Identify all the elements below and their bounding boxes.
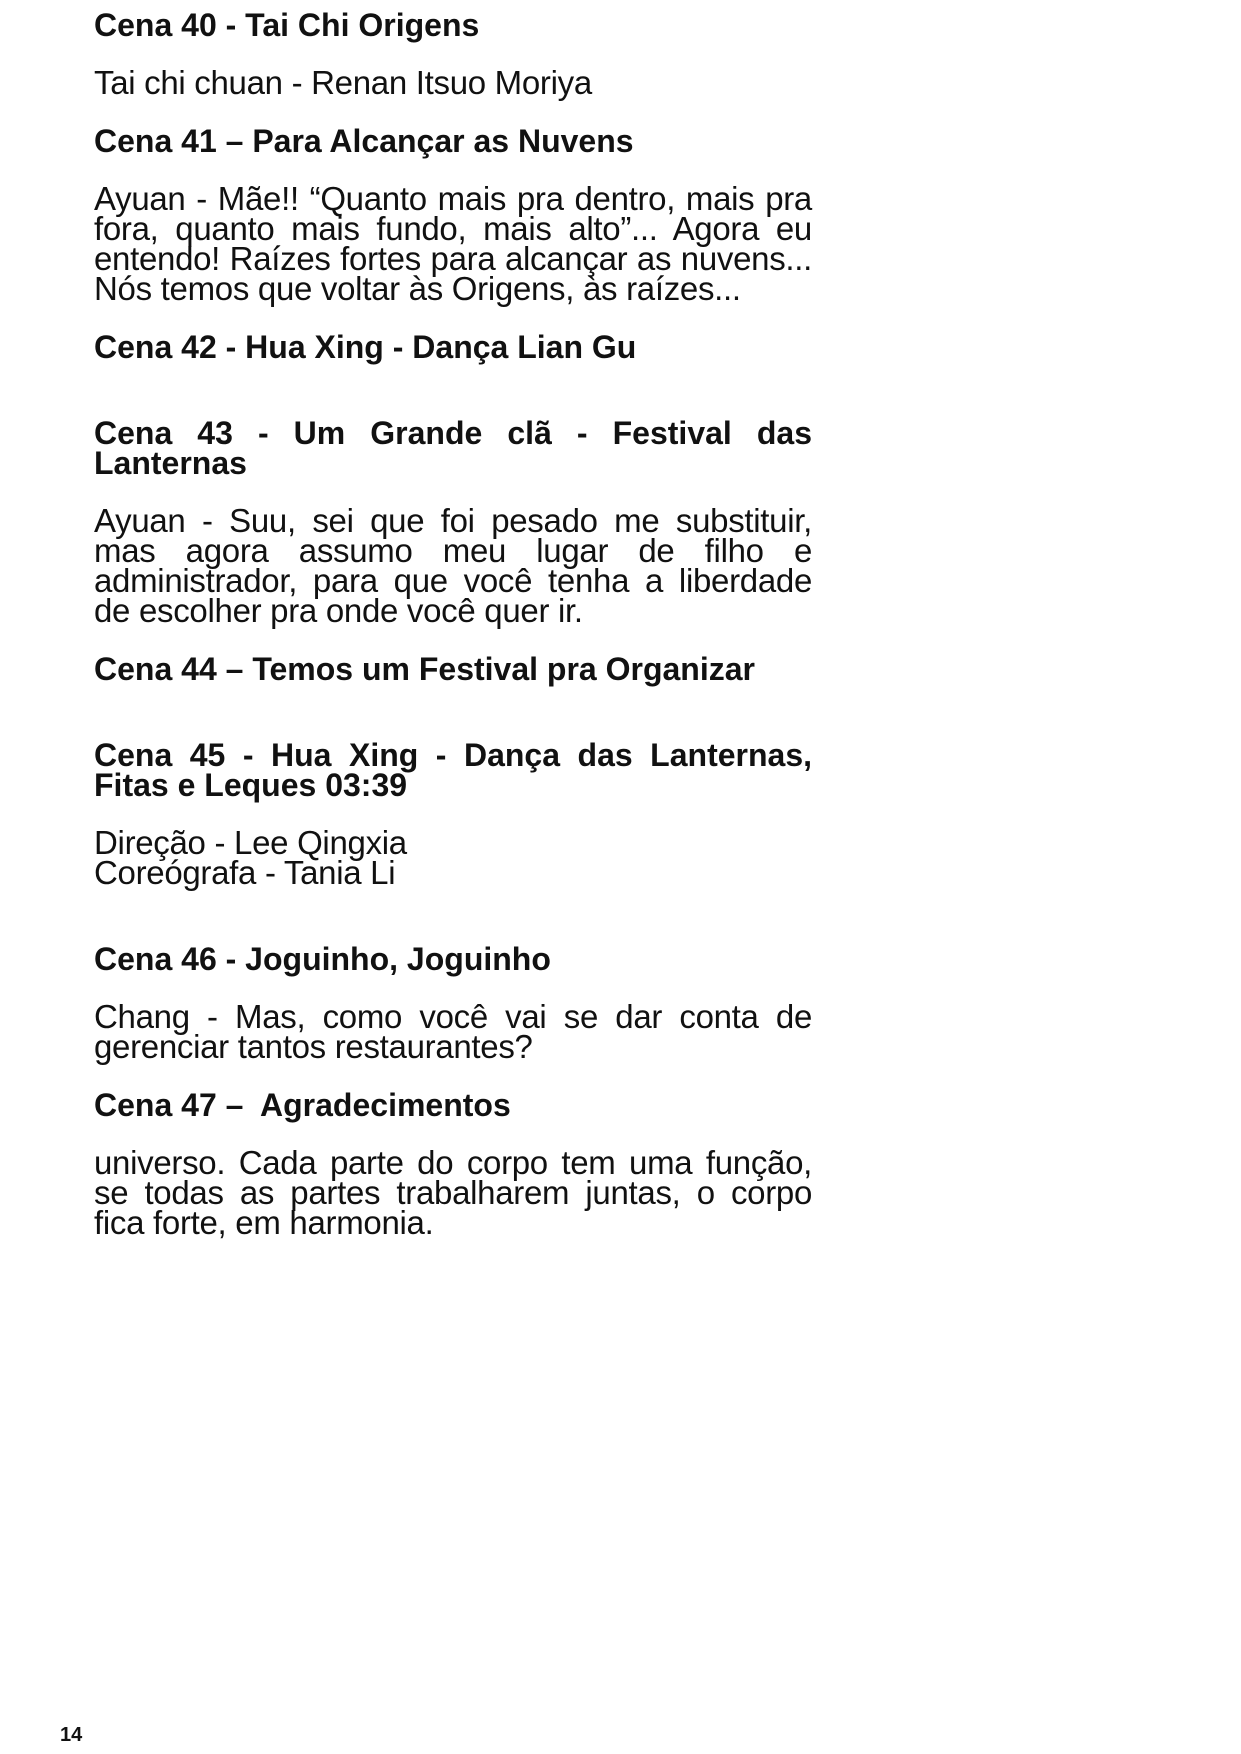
scene-44-title: Cena 44 – Temos um Festival pra Organizar [94,651,755,687]
page-number: 14 [60,1724,83,1746]
scene-46-title: Cena 46 - Joguinho, Joguinho [94,941,551,977]
scene-46-text: Chang - Mas, como você vai se dar conta de gerenciar tantos restaurantes? [94,998,812,1065]
scene-43-text: Ayuan - Suu, sei que foi pesado me substituir, mas agora assumo meu lugar de filho e administrador, para que você tenha a liberdade de escolher pra onde você quer ir. [94,502,812,629]
scene-47-text: universo. Cada parte do corpo tem uma função, se todas as partes trabalharem juntas, o corpo fica forte, em harmonia. [94,1144,812,1241]
scene-42-title: Cena 42 - Hua Xing - Dança Lian Gu [94,329,637,365]
scene-40-line-1: Tai chi chuan - Renan Itsuo Moriya [94,64,592,101]
scene-40-title: Cena 40 - Tai Chi Origens [94,7,480,43]
page-content [94,7,812,1241]
scene-43-title: Cena 43 - Um Grande clã - Festival das Lanternas [94,415,812,481]
scene-45-line-2: Coreógrafa - Tania Li [94,854,396,891]
scene-47-title: Cena 47 – Agradecimentos [94,1087,511,1123]
scene-41-title: Cena 41 – Para Alcançar as Nuvens [94,123,634,159]
scene-45-line-1: Direção - Lee Qingxia [94,824,407,861]
scene-45-title: Cena 45 - Hua Xing - Dança das Lanternas, Fitas e Leques 03:39 [94,737,812,803]
scene-41-text: Ayuan - Mãe!! “Quanto mais pra dentro, mais pra fora, quanto mais fundo, mais alto”... Agora eu entendo! Raízes fortes para alcançar as nuvens... Nós temos que voltar às Origens, às raízes... [94,180,812,307]
